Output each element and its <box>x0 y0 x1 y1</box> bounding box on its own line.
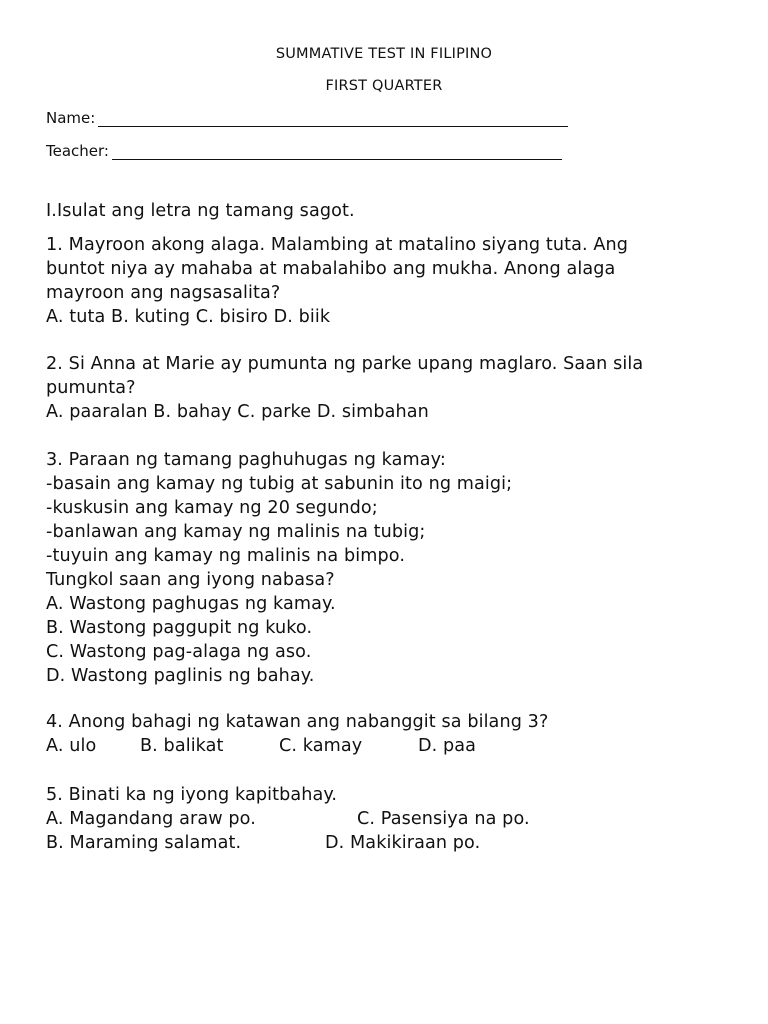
question-2-line: pumunta? <box>46 378 136 398</box>
question-5-line: 5. Binati ka ng iyong kapitbahay. <box>46 785 338 805</box>
question-3-prompt: Tungkol saan ang iyong nabasa? <box>46 570 335 590</box>
question-5-choice-b: B. Maraming salamat. <box>46 833 242 853</box>
question-3-choice-b: B. Wastong paggupit ng kuko. <box>46 618 313 638</box>
question-2 <box>46 352 643 424</box>
question-2-line: 2. Si Anna at Marie ay pumunta ng parke upang maglaro. Saan sila <box>46 354 644 374</box>
question-3-step: -basain ang kamay ng tubig at sabunin ito ng maigi; <box>46 474 513 494</box>
question-4-choices <box>46 734 548 758</box>
question-5-choice-a: A. Magandang araw po. <box>46 809 256 829</box>
test-title: SUMMATIVE TEST IN FILIPINO <box>275 46 493 62</box>
question-2-choices: A. paaralan B. bahay C. parke D. simbahan <box>46 402 429 422</box>
question-1 <box>46 233 628 329</box>
question-4-line: 4. Anong bahagi ng katawan ang nabanggit sa bilang 3? <box>46 712 549 732</box>
question-3-step: -tuyuin ang kamay ng malinis na bimpo. <box>46 546 406 566</box>
name-field <box>46 109 568 127</box>
question-5-choices-row-2 <box>46 831 481 855</box>
question-4-choice-d: D. paa <box>418 736 477 756</box>
name-blank-line[interactable] <box>98 112 568 127</box>
question-5-choice-d: D. Makikiraan po. <box>325 833 481 853</box>
question-3-step: -kuskusin ang kamay ng 20 segundo; <box>46 498 378 518</box>
question-3-choice-d: D. Wastong paglinis ng bahay. <box>46 666 315 686</box>
quarter-subtitle: FIRST QUARTER <box>325 78 443 94</box>
question-3-line: 3. Paraan ng tamang paghuhugas ng kamay: <box>46 450 446 470</box>
question-1-choices: A. tuta B. kuting C. bisiro D. biik <box>46 307 331 327</box>
question-4 <box>46 710 548 758</box>
question-5-choices-row-1 <box>46 807 530 831</box>
question-4-choice-a: A. ulo <box>46 736 97 756</box>
question-3-choice-a: A. Wastong paghugas ng kamay. <box>46 594 336 614</box>
question-1-line: buntot niya ay mahaba at mabalahibo ang mukha. Anong alaga <box>46 259 616 279</box>
teacher-label: Teacher: <box>46 142 109 160</box>
teacher-field <box>46 142 562 160</box>
question-3-choice-c: C. Wastong pag-alaga ng aso. <box>46 642 312 662</box>
question-1-line: mayroon ang nagsasalita? <box>46 283 281 303</box>
question-1-line: 1. Mayroon akong alaga. Malambing at matalino siyang tuta. Ang <box>46 235 628 255</box>
question-4-choice-c: C. kamay <box>279 736 363 756</box>
question-5 <box>46 783 530 855</box>
question-5-choice-c: C. Pasensiya na po. <box>357 809 530 829</box>
name-label: Name: <box>46 109 96 127</box>
teacher-blank-line[interactable] <box>112 145 562 160</box>
question-3-step: -banlawan ang kamay ng malinis na tubig; <box>46 522 426 542</box>
question-4-choice-b: B. balikat <box>140 736 224 756</box>
question-3 <box>46 448 512 688</box>
instruction: I.Isulat ang letra ng tamang sagot. <box>46 201 355 221</box>
